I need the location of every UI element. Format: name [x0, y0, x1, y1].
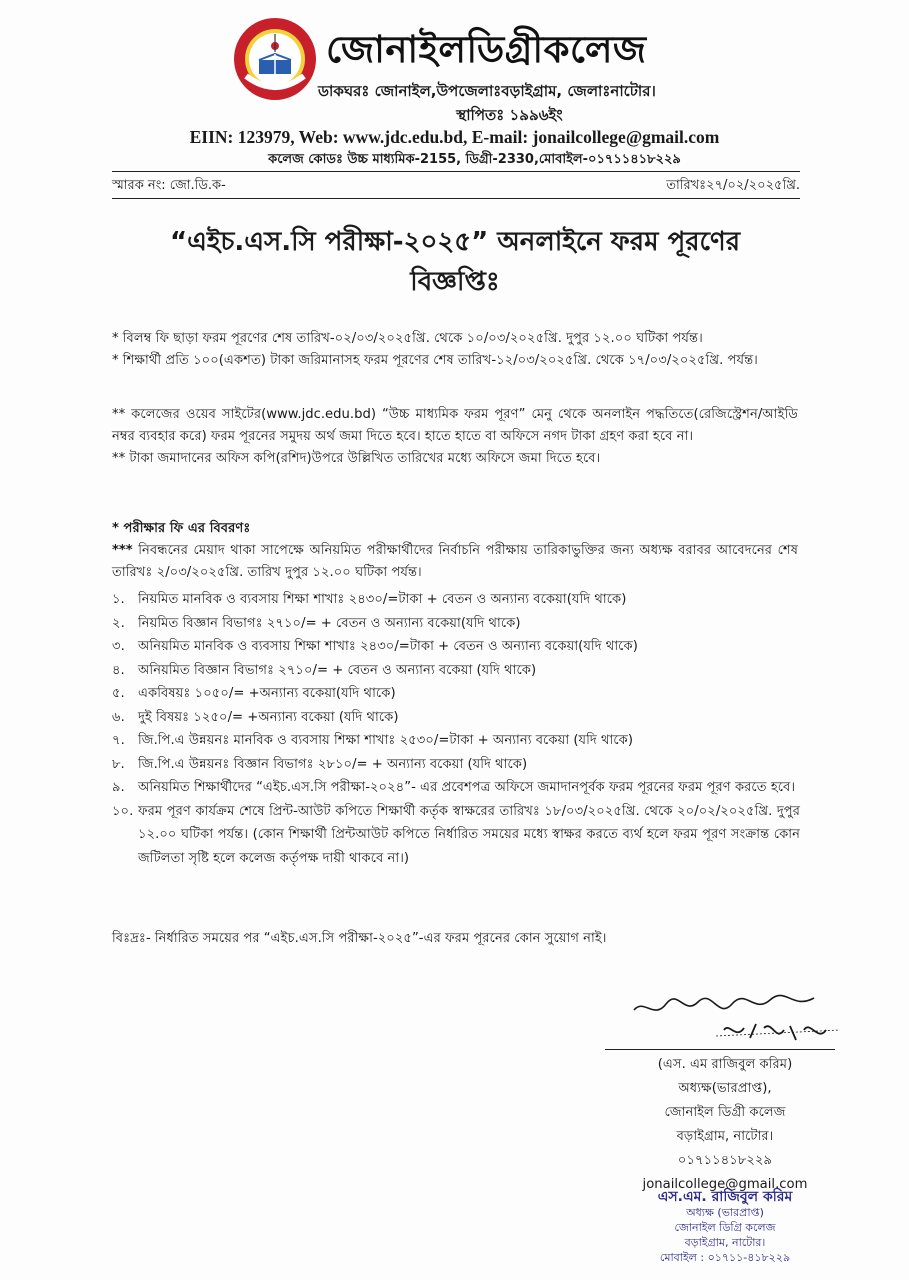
list-item — [112, 729, 800, 753]
deadlines-section — [112, 328, 798, 372]
signature-line — [605, 1049, 835, 1050]
receipt-instruction: ** টাকা জমাদানের অফিস কপি(রশিদ)উপরে উল্লিখিত তারিখের মধ্যে অফিসে জমা দিতে হবে। — [112, 451, 601, 466]
irregular-note-text: নিবন্ধনের মেয়াদ থাকা সাপেক্ষে অনিয়মিত পরীক্ষার্থীদের নির্বাচনি পরীক্ষায় তারিকাভুক্তির জন্য অধ্যক্ষ বরাবর আবেদনের শেষ তারিখঃ ২/০৩/২০২৫খ্রি. তারিখ দুপুর ১২.০০ ঘটিকা পর্যন্ত। — [112, 543, 798, 580]
list-item — [112, 612, 800, 636]
signatory-name: (এস. এম রাজিবুল করিম) — [657, 1057, 793, 1072]
fee-list — [112, 588, 800, 870]
memo-divider — [112, 198, 800, 199]
fee-details-section — [112, 518, 798, 584]
payment-instructions — [112, 404, 798, 470]
online-payment-instruction: ** কলেজের ওয়েব সাইটের(www.jdc.edu.bd) “উচ্চ মাধ্যমিক ফরম পূরণ” মেনু থেকে অনলাইন পদ্ধতিতে(রেজিস্ট্রেশন/আইডি নম্বর ব্যবহার করে) ফরম পূরনের সমুদয় অর্থ জমা দিতে হবে। হাতে হাতে বা অফিসে নগদ টাকা গ্রহণ করা হবে না। — [112, 407, 798, 444]
list-number: ৫. — [112, 686, 125, 701]
list-text: নিয়মিত বিজ্ঞান বিভাগঃ ২৭১০/= + বেতন ও অন্যান্য বকেয়া(যদি থাকে) — [138, 615, 521, 631]
list-text: জি.পি.এ উন্নয়নঃ মানবিক ও ব্যবসায় শিক্ষা শাখাঃ ২৫৩০/=টাকা + অন্যান্য বকেয়া (যদি থাকে) — [138, 733, 634, 748]
list-item — [112, 753, 800, 777]
list-item — [112, 635, 800, 659]
list-number: ৩. — [112, 639, 125, 654]
fee-heading: * পরীক্ষার ফি এর বিবরণঃ — [112, 521, 251, 536]
list-text: একবিষয়ঃ ১০৫০/= +অন্যান্য বকেয়া(যদি থাকে) — [138, 686, 396, 701]
signatory-phone: ০১৭১১৪১৮২২৯ — [677, 1153, 773, 1168]
signatory-designation: অধ্যক্ষ(ভারপ্রাপ্ত), — [678, 1081, 772, 1096]
stamp-location: বড়াইগ্রাম, নাটোর। — [684, 1236, 766, 1249]
list-text: অনিয়মিত শিক্ষার্থীদের “এইচ.এস.সি পরীক্ষা-২০২৪”- এর প্রবেশপত্র অফিসে জমাদানপূর্বক ফরম পূরনের ফরম পূরণ করতে হবে। — [138, 780, 796, 795]
list-item — [112, 588, 800, 612]
list-text: নিয়মিত মানবিক ও ব্যবসায় শিক্ষা শাখাঃ ২৪৩০/=টাকা + বেতন ও অন্যান্য বকেয়া(যদি থাকে) — [138, 592, 627, 607]
list-item — [112, 682, 800, 706]
list-text: জি.পি.এ উন্নয়নঃ বিজ্ঞান বিভাগঃ ২৮১০/= + অন্যান্য বকেয়া (যদি থাকে) — [138, 756, 528, 772]
official-stamp — [590, 1190, 860, 1265]
signatory-block — [590, 1053, 860, 1197]
notice-title-line1: “এইচ.এস.সি পরীক্ষা-২০২৫” অনলাইনে ফরম পূরণের — [169, 227, 740, 257]
deadline-without-fine: * বিলম্ব ফি ছাড়া ফরম পূরণের শেষ তারিখ-০২/০৩/২০২৫খ্রি. থেকে ১০/০৩/২০২৫খ্রি. দুপুর ১২.০০ ঘটিকা পর্যন্ত। — [112, 331, 703, 346]
list-number: ১. — [112, 592, 125, 607]
college-address: ডাকঘরঃ জোনাইল,উপজেলাঃবড়াইগ্রাম, জেলাঃনাটোর। — [318, 82, 656, 100]
list-item — [112, 659, 800, 683]
list-item — [112, 706, 800, 730]
established-year: স্থাপিতঃ ১৯৯৬ইং — [456, 106, 563, 124]
list-text: অনিয়মিত মানবিক ও ব্যবসায় শিক্ষা শাখাঃ ২৪৩০/=টাকা + বেতন ও অন্যান্য বকেয়া(যদি থাকে) — [138, 639, 638, 654]
list-number: ৮. — [112, 756, 125, 772]
list-number: ৭. — [112, 733, 125, 748]
college-seal-icon — [232, 16, 318, 102]
stamp-name: এস.এম. রাজিবুল করিম — [657, 1189, 793, 1205]
contact-line: EIIN: 123979, Web: www.jdc.edu.bd, E-mail: jonailcollege@gmail.com — [189, 127, 720, 147]
list-number: ৯. — [112, 780, 125, 795]
deadline-with-fine: * শিক্ষার্থী প্রতি ১০০(একশত) টাকা জরিমানাসহ ফরম পূরণের শেষ তারিখ-১২/০৩/২০২৫খ্রি. থেকে ১৭/০৩/২০২৫খ্রি. পর্যন্ত। — [112, 353, 758, 368]
header-divider — [112, 171, 800, 172]
list-text: ফরম পূরণ কার্যক্রম শেষে প্রিন্ট-আউট কপিতে শিক্ষার্থী কর্তৃক স্বাক্ষরের তারিখঃ ১৮/০৩/২০২৫খ্রি. থেকে ২০/০২/২০২৫খ্রি. দুপুর ১২.০০ ঘটিকা পর্যন্ত। (কোন শিক্ষার্থী প্রিন্টআউট কপিতে নির্ধারিত সময়ের মধ্যে স্বাক্ষর করতে ব্যর্থ হলে ফরম পূরণ সংক্রান্ত কোন জটিলতা সৃষ্টি হলে কলেজ কর্তৃপক্ষ দায়ী থাকবে না।) — [138, 803, 800, 866]
college-codes: কলেজ কোডঃ উচ্চ মাধ্যমিক-2155, ডিগ্রী-2330,মোবাইল-০১৭১১৪১৮২২৯ — [268, 152, 681, 167]
list-item — [112, 800, 800, 871]
notice-title — [130, 222, 780, 302]
memo-reference: স্মারক নং: জো.ডি.ক- — [112, 178, 226, 193]
memo-date: তারিখঃ২৭/০২/২০২৫খ্রি. — [666, 178, 800, 193]
signatory-location: বড়াইগ্রাম, নাটোর। — [676, 1129, 774, 1144]
irregular-note-mark: *** — [112, 543, 133, 558]
list-number: ২. — [112, 615, 125, 631]
list-text: অনিয়মিত বিজ্ঞান বিভাগঃ ২৭১০/= + বেতন ও অন্যান্য বকেয়া (যদি থাকে) — [138, 662, 537, 678]
college-name: জোনাইলডিগ্রীকলেজ — [326, 28, 647, 71]
signatory-college: জোনাইল ডিগ্রী কলেজ — [664, 1105, 786, 1120]
irregular-note — [112, 540, 798, 584]
list-item — [112, 776, 800, 800]
list-number: ৪. — [112, 662, 125, 678]
footnote: বিঃদ্রঃ- নির্ধারিত সময়ের পর “এইচ.এস.সি পরীক্ষা-২০২৫”-এর ফরম পূরনের কোন সুয়োগ নাই। — [112, 931, 607, 946]
stamp-mobile: মোবাইল : ০১৭১১-৪১৮২২৯ — [659, 1251, 791, 1264]
list-number: ৬. — [112, 709, 125, 725]
stamp-designation: অধ্যক্ষ (ভারপ্রাপ্ত) — [686, 1206, 764, 1219]
list-text: দুই বিষয়ঃ ১২৫০/= +অন্যান্য বকেয়া (যদি থাকে) — [138, 709, 399, 725]
list-number: ১০. — [112, 803, 134, 819]
signatory-email: jonailcollege@gmail.com — [642, 1177, 808, 1192]
stamp-college: জোনাইল ডিগ্রি কলেজ — [674, 1221, 776, 1234]
notice-title-line2: বিজ্ঞপ্তিঃ — [410, 267, 500, 297]
